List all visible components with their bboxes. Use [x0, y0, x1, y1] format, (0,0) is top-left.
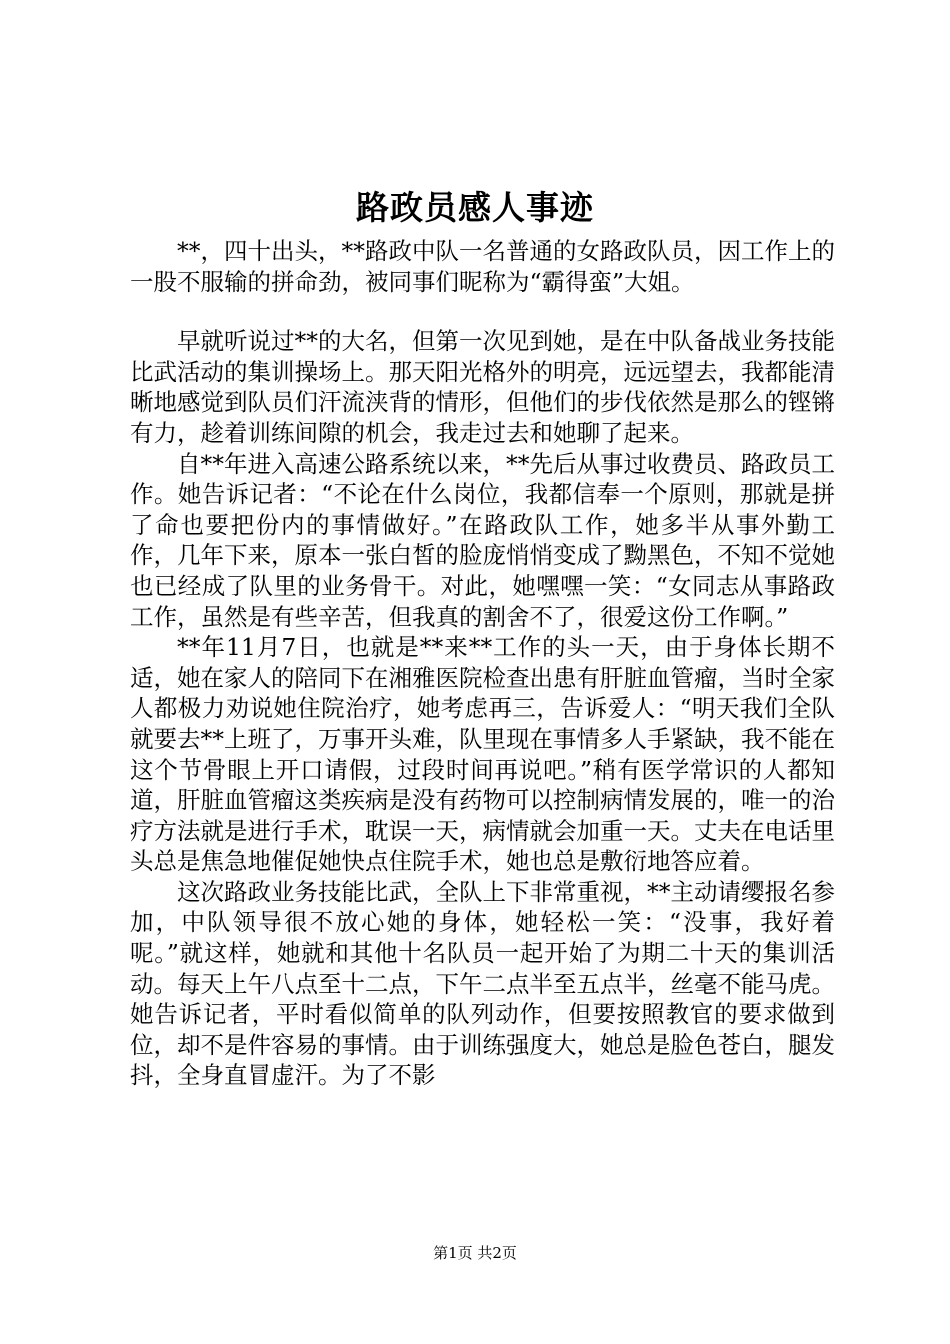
document-title: 路政员感人事迹	[356, 188, 594, 227]
paragraph-intro: **，四十出头，**路政中队一名普通的女路政队员，因工作上的一股不服输的拼命劲，被同事们昵称为“霸得蛮”大姐。	[130, 237, 835, 296]
paragraph-first-meeting: 早就听说过**的大名，但第一次见到她，是在中队备战业务技能比武活动的集训操场上。那天阳光格外的明亮，远远望去，我都能清晰地感觉到队员们汗流浃背的情形，但他们的步伐依然是那么的铿锵有力，趁着训练间隙的机会，我走过去和她聊了起来。	[130, 327, 835, 447]
page-footer: 第1页 共2页	[433, 1244, 517, 1262]
paragraph-career: 自**年进入高速公路系统以来，**先后从事过收费员、路政员工作。她告诉记者：“不论在什么岗位，我都信奉一个原则，那就是拼了命也要把份内的事情做好。”在路政队工作，她多半从事外勤工作，几年下来，原本一张白皙的脸庞悄悄变成了黝黑色，不知不觉她也已经成了队里的业务骨干。对此，她嘿嘿一笑：“女同志从事路政工作，虽然是有些辛苦，但我真的割舍不了，很爱这份工作啊。”	[130, 449, 835, 631]
document-body	[130, 236, 835, 1091]
paragraph-competition: 这次路政业务技能比武，全队上下非常重视，**主动请缨报名参加，中队领导很不放心她的身体，她轻松一笑：“没事，我好着呢。”就这样，她就和其他十名队员一起开始了为期二十天的集训活动。每天上午八点至十二点，下午二点半至五点半，丝毫不能马虎。她告诉记者，平时看似简单的队列动作，但要按照教官的要求做到位，却不是件容易的事情。由于训练强度大，她总是脸色苍白，腿发抖，全身直冒虚汗。为了不影	[130, 877, 835, 1090]
paragraph-illness: **年11月7日，也就是**来**工作的头一天，由于身体长期不适，她在家人的陪同下在湘雅医院检查出患有肝脏血管瘤，当时全家人都极力劝说她住院治疗，她考虑再三，告诉爱人：“明天我们全队就要去**上班了，万事开头难，队里现在事情多人手紧缺，我不能在这个节骨眼上开口请假，过段时间再说吧。”稍有医学常识的人都知道，肝脏血管瘤这类疾病是没有药物可以控制病情发展的，唯一的治疗方法就是进行手术，耽误一天，病情就会加重一天。丈夫在电话里头总是焦急地催促她快点住院手术，她也总是敷衍地答应着。	[130, 633, 835, 876]
